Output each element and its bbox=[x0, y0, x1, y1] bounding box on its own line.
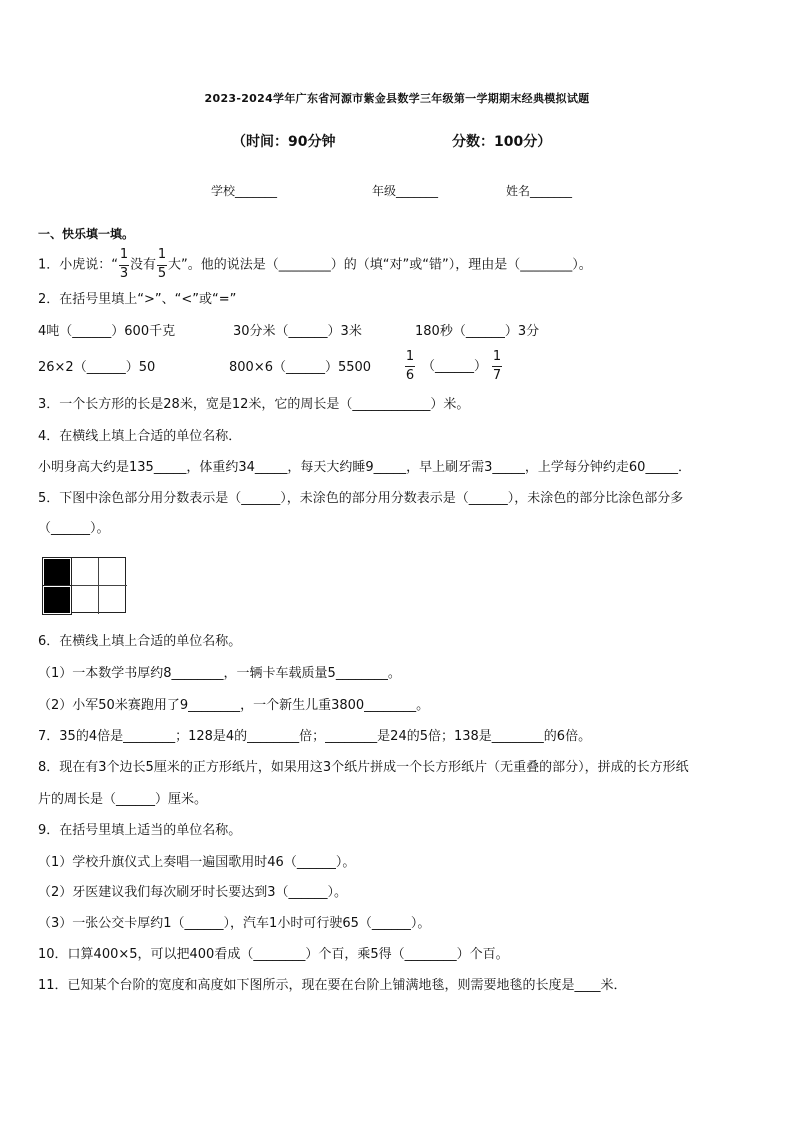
fraction-denominator: 5 bbox=[157, 266, 167, 281]
q9-part-3: （3）一张公交卡厚约1（______），汽车1小时可行驶65（______）。 bbox=[38, 916, 431, 931]
name-field: 姓名_______ bbox=[506, 184, 573, 198]
question-9: 9．在括号里填上适当的单位名称。 bbox=[38, 823, 242, 838]
fraction-numerator: 1 bbox=[492, 348, 502, 364]
q9-part-2: （2）牙医建议我们每次刷牙时长要达到3（______）。 bbox=[38, 885, 348, 900]
fraction-denominator: 7 bbox=[492, 367, 502, 383]
unshaded-cell bbox=[71, 558, 99, 586]
exam-score: 分数：100分） bbox=[452, 134, 552, 150]
fraction-numerator: 1 bbox=[157, 247, 167, 262]
fraction-numerator: 1 bbox=[405, 348, 415, 364]
q9-part-1: （1）学校升旗仪式上奏唱一遍国歌用时46（______）。 bbox=[38, 855, 356, 870]
exam-time: （时间：90分钟 bbox=[232, 134, 336, 150]
question-8: 8．现在有3个边长5厘米的正方形纸片，如果用这3个纸片拼成一个长方形纸片（无重叠的部分），拼成的长方形纸 bbox=[38, 760, 689, 775]
q6-part-1: （1）一本数学书厚约8________，一辆卡车载质量5________。 bbox=[38, 666, 401, 681]
q8-line-2: 片的周长是（______）厘米。 bbox=[38, 792, 208, 807]
grade-field: 年级_______ bbox=[372, 184, 439, 198]
fraction-bar bbox=[405, 366, 415, 367]
school-field: 学校_______ bbox=[211, 184, 278, 198]
q6-part-2: （2）小军50米赛跑用了9________，一个新生儿重3800________。 bbox=[38, 698, 430, 713]
q4-line: 小明身高大约是135_____，体重约34_____，每天大约睡9_____，早上刷牙需3_____，上学每分钟约走60_____． bbox=[38, 460, 691, 475]
fraction-one-seventh bbox=[491, 349, 503, 385]
shaded-cell bbox=[43, 558, 71, 586]
question-2: 2．在括号里填上“>”、“<”或“=” bbox=[38, 292, 237, 307]
question-3: 3．一个长方形的长是28米，宽是12米，它的周长是（____________）米。 bbox=[38, 397, 470, 412]
q5-line-2: （______）。 bbox=[38, 521, 110, 536]
question-11: 11．已知某个台阶的宽度和高度如下图所示，现在要在台阶上铺满地毯，则需要地毯的长度是____米． bbox=[38, 978, 627, 993]
shaded-cell bbox=[43, 586, 71, 614]
unshaded-cell bbox=[71, 586, 99, 614]
fraction-denominator: 3 bbox=[119, 266, 129, 281]
unshaded-cell bbox=[99, 586, 127, 614]
question-1 bbox=[38, 247, 592, 283]
fraction-one-sixth bbox=[404, 349, 416, 385]
question-5: 5．下图中涂色部分用分数表示是（______），未涂色的部分用分数表示是（______），未涂色的部分比涂色部分多 bbox=[38, 491, 684, 506]
q2-item-1: 4吨（______）600千克 bbox=[38, 324, 176, 339]
q1-prefix: 1．小虎说：“ bbox=[38, 257, 119, 273]
section-heading: 一、快乐填一填。 bbox=[38, 227, 135, 241]
fraction-one-third bbox=[118, 247, 130, 283]
fraction-one-fifth bbox=[156, 247, 168, 283]
q2-item-4: 26×2（______）50 bbox=[38, 360, 156, 375]
unshaded-cell bbox=[99, 558, 127, 586]
answer-blank: （______） bbox=[422, 359, 488, 374]
question-4: 4．在横线上填上合适的单位名称． bbox=[38, 429, 242, 444]
q2-item-3: 180秒（______）3分 bbox=[415, 324, 540, 339]
fraction-grid-figure bbox=[42, 557, 126, 613]
question-7: 7．35的4倍是________；128是4的________倍；________是24的5倍；138是________的6倍。 bbox=[38, 729, 592, 744]
question-6: 6．在横线上填上合适的单位名称。 bbox=[38, 634, 242, 649]
q1-suffix: 大”。他的说法是（________）的（填“对”或“错”），理由是（________）。 bbox=[168, 257, 592, 273]
question-10: 10．口算400×5，可以把400看成（________）个百，乘5得（________）个百。 bbox=[38, 947, 509, 962]
fraction-denominator: 6 bbox=[405, 367, 415, 383]
q2-item-2: 30分米（______）3米 bbox=[233, 324, 362, 339]
fraction-numerator: 1 bbox=[119, 247, 129, 262]
q2-item-6 bbox=[404, 348, 503, 386]
q2-item-5: 800×6（______）5500 bbox=[229, 360, 372, 375]
q1-mid: 没有 bbox=[130, 257, 157, 273]
page-title: 2023-2024学年广东省河源市紫金县数学三年级第一学期期末经典模拟试题 bbox=[204, 92, 590, 105]
fraction-bar bbox=[492, 366, 502, 367]
